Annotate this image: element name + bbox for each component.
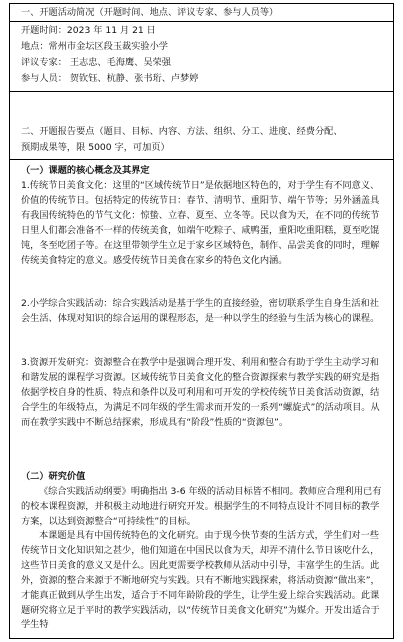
divider	[10, 21, 393, 22]
value-paragraph-1	[21, 485, 384, 530]
section2-heading: 二、开题报告要点（题目、目标、内容、方法、组织、分工、进度、经费分配、	[21, 126, 343, 137]
divider	[10, 91, 393, 92]
concept-resource-development: 3.资源开发研究：资源整合在教学中是强调合理开发、利用和整合有助于学生主动学习和和谐发展的课程学习资源。区域传统节日美食文化的整合资源探索与教学实践的研究是指依据学校自身的性质、特点和条件以及可利用和可开发的学校传统节日美食活动资源，结合学生的年级特点，为满足不同年级的学生需求而开发的一系列“螺旋式”的活动项目。从而在教学实践中不断总结探索，形成具有“阶段”性质的“资源包”。	[21, 357, 380, 428]
section1-heading: 一、开题活动简况（开题时间、地点、评议专家、参与人员等）	[21, 7, 279, 18]
concept-traditional-food-culture: 1.传统节日美食文化：这里的“区域传统节日”是依据地区特色的，对于学生有不同意义、价值的传统节日。包括特定的传统节日：春节、清明节、重阳节、端午节等；另外涵盖具有我国传统特色的节气文化：惊蛰、立春、夏至、立冬等。民以食为天，在不同的传统节日里人们都会准备不一样的传统美食，如端午吃粽子、咸鸭蛋，重阳吃重阳糕，夏至吃馄饨，冬至吃团子等。在这里带领学生立足于家乡区域特色，制作、品尝美食的同时，理解传统美食特定的意义。感受传统节日美食在家乡的特色文化内涵。	[21, 180, 380, 266]
review-experts: 评议专家： 王志忠、毛海鹰、吴荣强	[21, 57, 171, 68]
value-paragraph-2-text: 本课题是具有中国传统特色的文化研究。由于现今快节奏的生活方式，学生们对一些传统节日文化知识知之甚少，他们知道在中国民以食为天，却弄不清什么节日该吃什么，这些节日美食的意义又是什么。因此更需要学校教师从活动中引导，丰富学生的生活。此外，资源的整合来源于不断地研究与实践。只有不断地实践探索，将活动资源“做出来”，才能真正做到从学生出发，适合于不同年龄阶段的学生，让学生爱上综合实践活动。此课题研究将立足于平时的教学实践活动，以“传统节日美食文化研究”为媒介。开发出适合于学生特	[21, 530, 380, 631]
divider	[10, 159, 393, 160]
concept-comprehensive-practice: 2.小学综合实践活动：综合实践活动是基于学生的直接经验，密切联系学生自身生活和社会生活、体现对知识的综合运用的课程形态，是一种以学生的经验与生活为核心的课程。	[21, 298, 380, 324]
participants: 参与人员： 贺钦钰、杭静、张书珩、卢梦婷	[21, 73, 199, 84]
value-paragraph-1-text: 《综合实践活动纲要》明确指出 3-6 年级的活动目标皆不相同。教师应合理利用已有的校本课程资源，并积极主动地进行研究开发。根据学生的不同特点设计不同目标的教学方案，以达到资源整合“可持续性”的目标。	[21, 486, 382, 527]
part2-heading: （二）研究价值	[21, 471, 86, 482]
section2-heading-cont: 预期成果等，限 5000 字，可加页）	[21, 142, 170, 153]
value-paragraph-2	[21, 529, 384, 633]
opening-time: 开题时间：2023 年 11 月 21 日	[21, 25, 156, 36]
opening-place: 地点：常州市金坛区段玉裁实验小学	[21, 41, 168, 52]
report-form-frame	[9, 3, 394, 639]
part1-heading: （一）课题的核心概念及其界定	[21, 165, 150, 176]
